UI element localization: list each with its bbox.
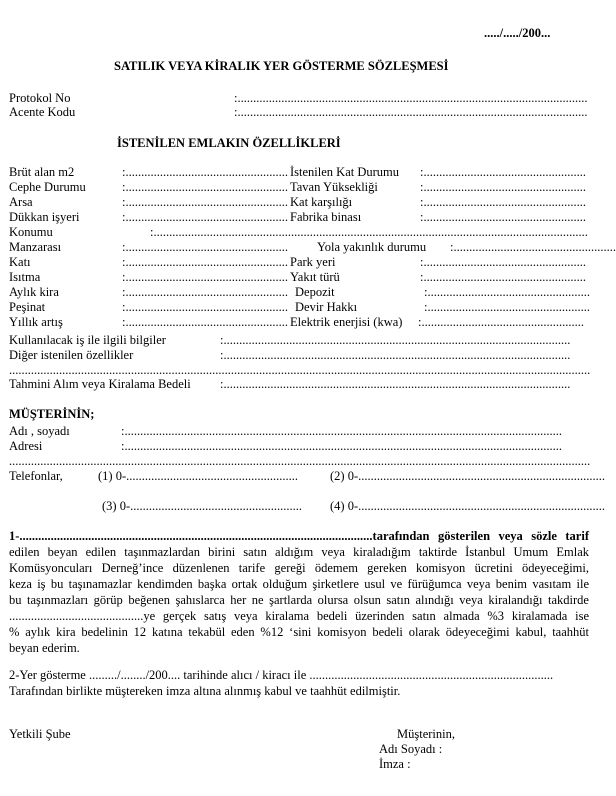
property-label: Katı: [9, 255, 31, 269]
agency-label: Acente Kodu: [9, 105, 76, 119]
clause-2-line: 2-Yer gösterme ........./......../200.... tarihinde alıcı / kiracı ile ..............................................................................: [9, 668, 554, 682]
property-field[interactable]: :....................................................: [420, 270, 586, 284]
clause-1-line: 1-.................................................................................................................tarafından gösterilen veya sözle tarif: [9, 529, 589, 543]
property-field[interactable]: :....................................................: [424, 300, 590, 314]
phone-3-field[interactable]: (3) 0-.......................................................: [102, 499, 302, 513]
customer-address-field[interactable]: :............................................................................................................................................: [121, 439, 562, 453]
estimated-price-field[interactable]: :...............................................................................................................: [220, 377, 571, 391]
property-field[interactable]: :....................................................: [122, 270, 288, 284]
property-label: Elektrik enerjisi (kwa): [290, 315, 403, 329]
property-label: Depozit: [295, 285, 335, 299]
property-label: Manzarası: [9, 240, 62, 254]
customer-heading: MÜŞTERİNİN;: [9, 407, 95, 421]
clause-1-line: ...........................................ye gerçek satış veya kiralama bedeli üzerinden satın almada %3 kiralamada ise: [9, 609, 589, 623]
clause-1-line: % aylık kira bedelinin 12 katına tekabül eden %12 ‘sini komisyon bedeli olarak ödeyeceğimi kabul, taahhüt: [9, 625, 589, 639]
document-title: SATILIK VEYA KİRALIK YER GÖSTERME SÖZLEŞMESİ: [114, 59, 449, 73]
document-date: ...../...../200...: [484, 26, 551, 40]
property-label: Fabrika binası: [290, 210, 362, 224]
other-features-label: Diğer istenilen özellikler: [9, 348, 134, 362]
clause-2: [9, 667, 589, 699]
clause-1: [9, 528, 589, 656]
property-label: Yıllık artış: [9, 315, 63, 329]
other-features-field[interactable]: :...............................................................................................................: [220, 348, 571, 362]
property-label: Cephe Durumu: [9, 180, 86, 194]
property-label: İstenilen Kat Durumu: [290, 165, 400, 179]
clause-1-line: keza iş bu taşınamazlar kendimden başka ortak olduğum şirketlere usul ve fürüğumca veya benim vasıtam ile: [9, 577, 589, 591]
property-field[interactable]: :....................................................: [122, 180, 288, 194]
clause-2-line: Tarafından birlikte müştereken imza altına alınmış kabul ve taahhüt edilmiştir.: [9, 684, 401, 698]
customer-address-line-2[interactable]: ..........................................................................................................................................................................................: [9, 454, 591, 468]
property-label: Konumu: [9, 225, 53, 239]
property-field[interactable]: :....................................................: [122, 210, 288, 224]
clause-1-line: edilen beyan edilen taşınmazlardan birini satın aldığım veya kiraladığım taktirde İstanbul Umum Emlak: [9, 545, 589, 559]
property-label: Brüt alan m2: [9, 165, 75, 179]
property-field[interactable]: :...........................................................................................................................................: [150, 225, 588, 239]
clause-1-line: bu taşınmazları görüp beğenen şahıslarca her ne şartlarda olursa olsun satın alındığı veya kiralandığı takdirde: [9, 593, 589, 607]
property-field[interactable]: :....................................................: [122, 315, 288, 329]
property-field[interactable]: :....................................................: [420, 195, 586, 209]
property-label: Kat karşılığı: [290, 195, 353, 209]
phone-2-field[interactable]: (2) 0-...............................................................................: [330, 469, 605, 483]
property-field[interactable]: :....................................................: [122, 300, 288, 314]
property-label: Dükkan işyeri: [9, 210, 80, 224]
customer-signature-name[interactable]: Adı Soyadı :: [379, 742, 443, 756]
property-field[interactable]: :....................................................: [122, 240, 288, 254]
property-field[interactable]: :....................................................: [420, 210, 586, 224]
protocol-field[interactable]: :................................................................................................................: [234, 91, 588, 105]
property-label: Arsa: [9, 195, 33, 209]
features-line-2[interactable]: ..........................................................................................................................................................................................: [9, 363, 591, 377]
clause-1-line: Komüsyoncuları Derneğ’ince düzenlenen tarife gereği ödemem gereken komisyon ücretini ödeyeceğimi,: [9, 561, 589, 575]
property-label: Yola yakınlık durumu: [317, 240, 427, 254]
usage-info-label: Kullanılacak iş ile ilgili bilgiler: [9, 333, 166, 347]
phones-label: Telefonlar,: [9, 469, 63, 483]
agency-field[interactable]: :................................................................................................................: [234, 105, 588, 119]
property-label: Peşinat: [9, 300, 46, 314]
customer-signature-heading: Müşterinin,: [397, 727, 455, 741]
property-label: Park yeri: [290, 255, 336, 269]
section-title: İSTENİLEN EMLAKIN ÖZELLİKLERİ: [117, 136, 341, 150]
phone-4-field[interactable]: (4) 0-...............................................................................: [330, 499, 605, 513]
property-label: Tavan Yüksekliği: [290, 180, 378, 194]
property-field[interactable]: :....................................................: [424, 285, 590, 299]
authorized-branch-label: Yetkili Şube: [9, 727, 71, 741]
property-label: Devir Hakkı: [295, 300, 358, 314]
usage-info-field[interactable]: :...............................................................................................................: [220, 333, 571, 347]
customer-address-label: Adresi: [9, 439, 43, 453]
property-label: Isıtma: [9, 270, 41, 284]
property-field[interactable]: :....................................................: [122, 195, 288, 209]
property-field[interactable]: :....................................................: [418, 315, 584, 329]
estimated-price-label: Tahmini Alım veya Kiralama Bedeli: [9, 377, 191, 391]
property-label: Aylık kira: [9, 285, 59, 299]
property-field[interactable]: :....................................................: [420, 165, 586, 179]
property-label: Yakıt türü: [290, 270, 340, 284]
clause-1-line: beyan ederim.: [9, 641, 80, 655]
customer-name-label: Adı , soyadı: [9, 424, 70, 438]
phone-1-field[interactable]: (1) 0-.......................................................: [98, 469, 298, 483]
property-field[interactable]: :....................................................: [122, 285, 288, 299]
property-field[interactable]: :....................................................: [122, 255, 288, 269]
property-field[interactable]: :....................................................: [122, 165, 288, 179]
property-field[interactable]: :....................................................: [450, 240, 616, 254]
protocol-label: Protokol No: [9, 91, 71, 105]
property-field[interactable]: :....................................................: [420, 180, 586, 194]
customer-name-field[interactable]: :............................................................................................................................................: [121, 424, 562, 438]
property-field[interactable]: :....................................................: [420, 255, 586, 269]
customer-signature-sign[interactable]: İmza :: [379, 757, 411, 771]
